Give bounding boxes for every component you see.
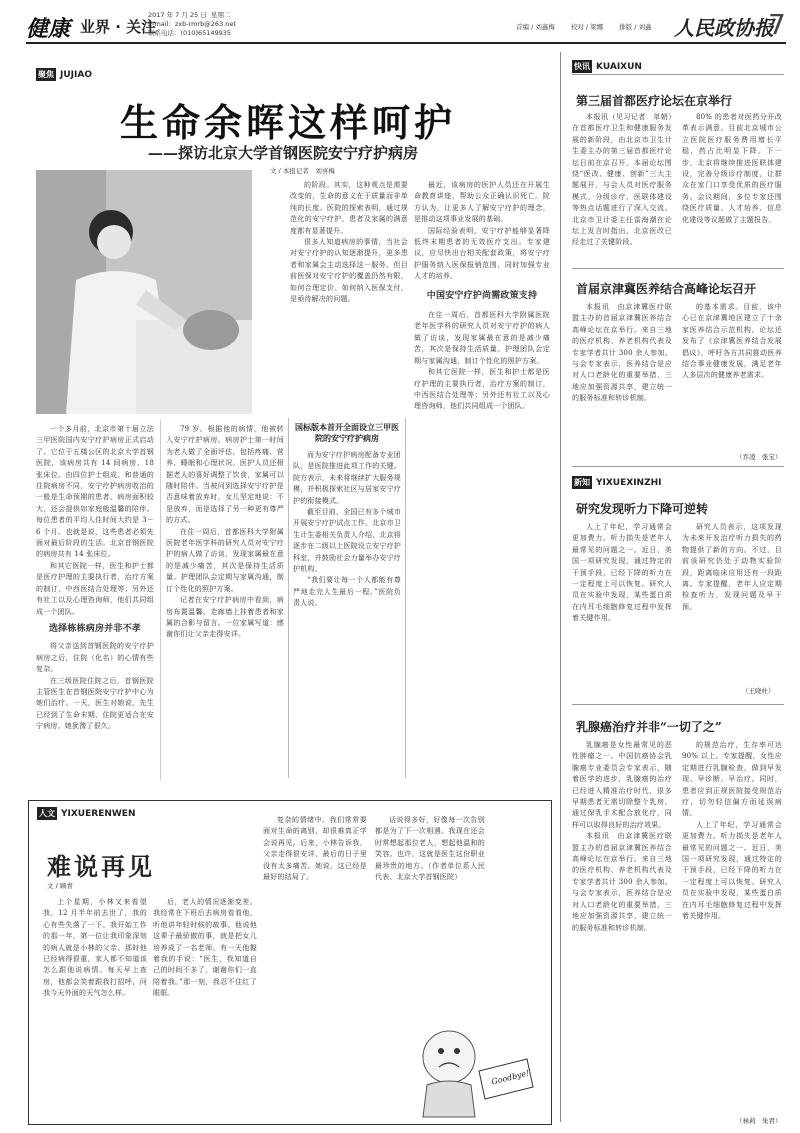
right-column-tag xyxy=(572,60,642,73)
feature-col-2 xyxy=(166,424,284,784)
feature-col-1 xyxy=(36,424,154,784)
news1-col-2 xyxy=(682,112,782,262)
feature-col3-para2: 很多人知道病房的事情，当社会对安宁疗护的认知逐渐提升，更多患者和家属会主动选择这一服务。但目前医保对安宁疗护的覆盖仍然有限，如何合理定价、如何纳入医保支付，是亟待解决的问题。 xyxy=(290,238,408,304)
feature-sub2: 中国安宁疗护尚需政策支持 xyxy=(426,290,538,301)
essay-col3-para: 复杂的情绪中。我们常常要面对生命的离别，却很难真正学会说再见。后来，小林告诉我，父亲走得很安详，最后的日子里没有太多痛苦。她说，这已经是最好的结局了。 xyxy=(263,816,367,882)
essay-column-tag xyxy=(37,807,135,820)
essay-col1-para: 上个星期，小林又来看望我，12 月半年前去世了，我的心有些失落了一下。我开始工作的那一年，第一位让我印象深刻的病人就是小林的父亲。那时他已经病得很重，家人都不知道该怎么跟他说病情。每天早上查房，他都会笑着跟我打招呼，问我今天外面的天气怎么样。 xyxy=(43,898,147,998)
goodbye-drawing-icon xyxy=(409,1007,545,1119)
news3-col2-para: 研究人员表示，这项发现为未来开发治疗听力损失的药物提供了新的方向。不过，目前该研究仍处于动物实验阶段，距离临床应用还有一段距离。专家提醒，老年人应定期检查听力，发现问题及早干预。 xyxy=(682,523,782,611)
essay-col-4 xyxy=(375,815,485,1005)
left-column-tag xyxy=(36,68,92,81)
essay-col4-para: 话说得多好，好像每一次告别都是为了下一次相遇。我现在还会时常想起那位老人，想起他温和的笑容。也许，这就是医生这份职业最珍贵的地方。（作者单位系人民代表、北京大学首钢医院） xyxy=(375,816,485,882)
news4-col-2 xyxy=(682,740,782,1110)
essay-tag-box: 人文 xyxy=(39,809,55,818)
right-tag-en: KUAIXUN xyxy=(596,61,642,72)
masthead-date-text: 2017 年 7 月 25 日 xyxy=(148,11,207,19)
news3-col-1 xyxy=(572,522,672,692)
masthead-section: 业界 · 关注 xyxy=(80,18,157,36)
feature-title: 生命余晖这样呵护 xyxy=(120,100,457,145)
feature-col4-para2: 国际经验表明，安宁疗护能够显著降低终末期患者的无效医疗支出。专家建议，应尽快出台相关配套政策，将安宁疗护服务纳入医保报销范围，同时加强专业人才的培养。 xyxy=(414,226,550,281)
news2-byline: （乔凌 张宝） xyxy=(736,453,782,461)
news3-title: 研究发现听力下降可逆转 xyxy=(576,502,709,516)
news1-col1-para: 本报讯（见习记者 单朝）在首都医疗卫生和健康服务发展的新阶段，由北京市卫生计生委主办的第三届首都医疗论坛日前在京召开。本届论坛围绕“医改、健康、创新”三大主题展开，与会人员对医疗服务模式、分级诊疗、医联体建设等热点话题进行了深入交流。北京市卫计委主任雷海潮在论坛上发言时指出，北京医改已经走过了关键阶段。 xyxy=(572,113,672,247)
essay-title: 难说再见 xyxy=(47,852,155,881)
feature-col-3 xyxy=(290,180,408,414)
right-tag-rule xyxy=(572,74,784,75)
feature-col4-para4: 和其它医院一样，医生和护士都是医疗护理的主要执行者，治疗方案的制订，中西医结合处理等；另外还有社工以及心理咨询师，他们共同组成一个团队。 xyxy=(414,368,550,411)
news2-col-1 xyxy=(572,302,672,462)
feature-sub1: 选择栋栋病房并非不孝 xyxy=(48,623,141,634)
page-number: 7 xyxy=(768,8,786,41)
feature-col2-para3: 记者在安宁疗护病房中看到，病房布置温馨，走廊墙上挂着患者和家属的合影与留言。一位家属写道：感谢你们让父亲走得安详。 xyxy=(166,596,284,639)
masthead-date xyxy=(148,11,236,38)
feature-col4-para1: 最近，该病房的医护人员还在开展生命教育讲座，帮助公众正确认识死亡。院方认为，让更多人了解安宁疗护的理念，是推动这项事业发展的基础。 xyxy=(414,181,550,224)
news3-byline: （王晓杜） xyxy=(742,687,775,695)
feature-col1-para1: 一个多月前，北京市第十届立法三甲医院国内安宁疗护病房正式启动了。它位于五楼公区的北京大学首钢医院，该病房共有 14 间病房、18 张床位。由四位护士组成。和普通的住院病房不同，安宁疗护病房收治的一般是生命预期的患者。病房面积较大，还会提供如家庭般温馨的陪伴。每位患者的平均入住时间大约是 3－6 个月。也就是说，这些患者必须先面对最后阶段的生活。北京首钢医院的病房共有 14 张床位。 xyxy=(36,425,154,559)
essay-col2-para: 后，老人的情况逐渐变差。我经常在下班后去病房看看他，听他讲年轻时候的故事。他说他这辈子最骄傲的事，就是把女儿培养成了一名老师。有一天他握着我的手说：“医生，我知道自己的时间不多了，谢谢你们一直陪着我。”那一刻，我忍不住红了眼眶。 xyxy=(153,898,257,998)
paper-name: 人民政协报 xyxy=(674,16,774,40)
news2-rule xyxy=(572,466,784,467)
news3-col1-para: 人上了年纪，学习通常会更加费力。听力损失是老年人最常见的问题之一。近日，美国一项研究发现，通过特定的干预手段，已经下降的听力在一定程度上可以恢复。研究人员在实验中发现，某些蛋白质在内耳毛细胞修复过程中发挥着关键作用。 xyxy=(572,523,672,623)
masthead-email: E-mail：zxb-rmrb@263.net xyxy=(148,20,236,28)
designer: 排版 / 刘鑫 xyxy=(619,23,652,31)
inner-box-title: 国标版本首开全面设立三甲医院的安宁疗护病房 xyxy=(295,423,399,443)
page-divider xyxy=(560,52,561,1122)
feature-inner-box xyxy=(288,418,406,778)
nurse-illustration xyxy=(36,170,252,414)
essay-box xyxy=(28,800,552,1125)
feature-col-4 xyxy=(414,180,550,780)
news2-col1-para: 本报讯 由京津冀医疗联盟主办的首届京津冀医养结合高峰论坛在京举行。来自三地的医疗机构、养老机构代表及专家学者共计 300 余人参加。与会专家表示，医养结合是应对人口老龄化的重要举措，三地应加强资源共享，建立统一的服务标准和转诊机制。 xyxy=(572,303,672,403)
news4-col-1 xyxy=(572,740,672,1120)
news4-col1-para: 乳腺癌是女性最常见的恶性肿瘤之一。中国抗癌协会乳腺癌专业委员会专家表示，随着医学的进步，乳腺癌的治疗已经进入精准治疗时代，很多早期患者无需切除整个乳房，通过保乳手术配合放化疗，同样可以取得良好的治疗效果。 xyxy=(572,741,672,829)
feature-divider-1 xyxy=(160,420,161,780)
essay-col-2 xyxy=(153,897,257,1117)
news3-col-2 xyxy=(682,522,782,682)
right-tag-box: 快讯 xyxy=(574,62,590,71)
feature-col1-para2: 和其它医院一样，医生和护士都是医疗护理的主要执行者，治疗方案的制订，中西医结合处理等；另外还有社工以及心理咨询师，他们共同组成一个团队。 xyxy=(36,561,154,616)
news3-rule xyxy=(572,704,784,705)
news2-col2-para: 的基本需求。目前，该中心已在京津冀地区建立了十余家医养结合示范机构。论坛还发布了《京津冀医养结合发展倡议》，呼吁各方共同推动医养结合事业健康发展，满足老年人多层次的健康养老需求。 xyxy=(682,303,782,380)
left-tag-en: JUJIAO xyxy=(60,69,92,80)
feature-col2-para2: 在住一周后，首都医科大学附属医院老年医学科的研究人员对安宁疗护的病人做了访谈，发现家属最在意的是减少痛苦，其次是保持生活质量。护理团队会定期与家属沟通，制订个性化的照护方案。 xyxy=(166,527,284,593)
news1-col-1 xyxy=(572,112,672,262)
inner-box-text xyxy=(293,450,401,780)
news4-col1-para2: 本报讯 由京津冀医疗联盟主办的首届京津冀医养结合高峰论坛在京举行。来自三地的医疗机构、养老机构代表及专家学者共计 300 余人参加。与会专家表示，医养结合是应对人口老龄化的重要举措，三地应加强资源共享，建立统一的服务标准和转诊机制。 xyxy=(572,832,672,932)
feature-byline: 文 / 本报记者 刘喜梅 xyxy=(270,167,335,175)
masthead-logo: 健康 xyxy=(26,16,71,42)
feature-photo xyxy=(36,170,252,414)
inner-box-para2: 截至目前，全国已有多个城市开展安宁疗护试点工作。北京市卫生计生委相关负责人介绍，北京将逐步在二级以上医院设立安宁疗护科室，并鼓励社会力量举办安宁疗护机构。 xyxy=(293,508,401,574)
news2-title: 首届京津冀医养结合高峰论坛召开 xyxy=(576,282,757,296)
inner-box-para1: 而为安宁疗护病房配备专业团队，是医院推进此项工作的关键。院方表示，未来将继续扩大服务规模，并积极探索社区与居家安宁疗护的衔接模式。 xyxy=(293,451,401,505)
inner-box-para3: “我们要让每一个人都能有尊严地走完人生最后一程。”医院负责人说。 xyxy=(293,576,401,608)
left-tag-box: 聚焦 xyxy=(38,70,54,79)
news3-tag-en: YIXUEXINZHI xyxy=(596,477,662,488)
feature-subtitle: ——探访北京大学首钢医院安宁疗护病房 xyxy=(148,144,419,162)
essay-col-3 xyxy=(263,815,367,1115)
masthead-weekday: 星期二 xyxy=(210,11,231,19)
news1-rule xyxy=(572,268,784,269)
news4-col2-para2: 人上了年纪，学习通常会更加费力。听力损失是老年人最常见的问题之一。近日，美国一项研究发现，通过特定的干预手段，已经下降的听力在一定程度上可以恢复。研究人员在实验中发现，某些蛋白质在内耳毛细胞修复过程中发挥着关键作用。 xyxy=(682,820,782,921)
essay-tag-en: YIXUERENWEN xyxy=(61,808,136,819)
feature-col1-para4: 在三级医院住院之后，首钢医院主管医生在首钢医院安宁疗护中心为她们治疗。一天，医生对她说，先生已经到了生命末期，住院更适合在安宁病房。她犹豫了很久。 xyxy=(36,676,154,731)
masthead-credits xyxy=(516,22,651,31)
feature-col1-para3: 将父亲送到首钢医院的安宁疗护病房之后，住院（化名）的心情有些复杂。 xyxy=(36,642,154,674)
news1-title: 第三届首都医疗论坛在京举行 xyxy=(576,94,733,108)
news3-column-tag xyxy=(572,476,662,489)
feature-col4-para3: 在住一周后，首都医科大学附属医院老年医学科的研究人员对安宁疗护的病人做了访谈，发现家属最在意的是减少痛苦，其次是保持生活质量。护理团队会定期与家属沟通，制订个性化的照护方案。 xyxy=(414,311,550,365)
news1-col2-para: 80% 的患者对医药分开改革表示满意。目前北京城市公立医院医疗服务费用增长平稳，药占比明显下降。下一步，北京将继续推进医联体建设，完善分级诊疗制度，让群众在家门口享受优质的医疗服务。会议期间，多位专家还围绕医疗质量、人才培养、信息化建设等议题做了主题报告。 xyxy=(682,113,782,224)
masthead-phone: 联系电话：(010)65149935 xyxy=(148,29,232,37)
feature-col3-para1: 的阶段。其实，这种观点是需要改变的，生命的意义在于质量而非单纯的长度。医院的探索表明，通过规范化的安宁疗护，患者及家属的满意度都有显著提升。 xyxy=(290,181,408,235)
essay-byline: 文 / 顾青 xyxy=(47,882,73,890)
proofreader: 校对 / 梁娜 xyxy=(570,23,604,31)
essay-col-1 xyxy=(43,897,147,1117)
news3-tag-box: 新知 xyxy=(574,478,590,487)
masthead-rule xyxy=(26,42,786,44)
chief-editor: 首编 / 刘鑫梅 xyxy=(516,23,555,31)
goodbye-illustration xyxy=(409,1007,545,1119)
news4-col2-para: 的规范治疗，生存率可达 90% 以上。专家提醒，女性应定期进行乳腺检查，做到早发现、早诊断、早治疗。同时，患者应到正规医院接受规范治疗，切勿轻信偏方而延误病情。 xyxy=(682,741,782,818)
goodbye-caption: Goodbye! xyxy=(490,1068,531,1087)
news4-byline: （林莉 朱君） xyxy=(736,1117,782,1125)
feature-col2-para1: 79 岁。根据他的病情，他被转入安宁疗护病房。病房护士第一时间为老人做了全面评估，包括疼痛、营养、睡眠和心理状况。医护人员还根据老人的喜好调整了饮食，家属可以随时陪伴。当被问到选择安宁疗护是否意味着放弃时，女儿坚定地说：不是放弃，而是选择了另一种更有尊严的方式。 xyxy=(166,425,284,525)
news2-col-2 xyxy=(682,302,782,448)
masthead xyxy=(26,8,786,44)
news4-title: 乳腺癌治疗并非“一切了之” xyxy=(576,720,722,734)
